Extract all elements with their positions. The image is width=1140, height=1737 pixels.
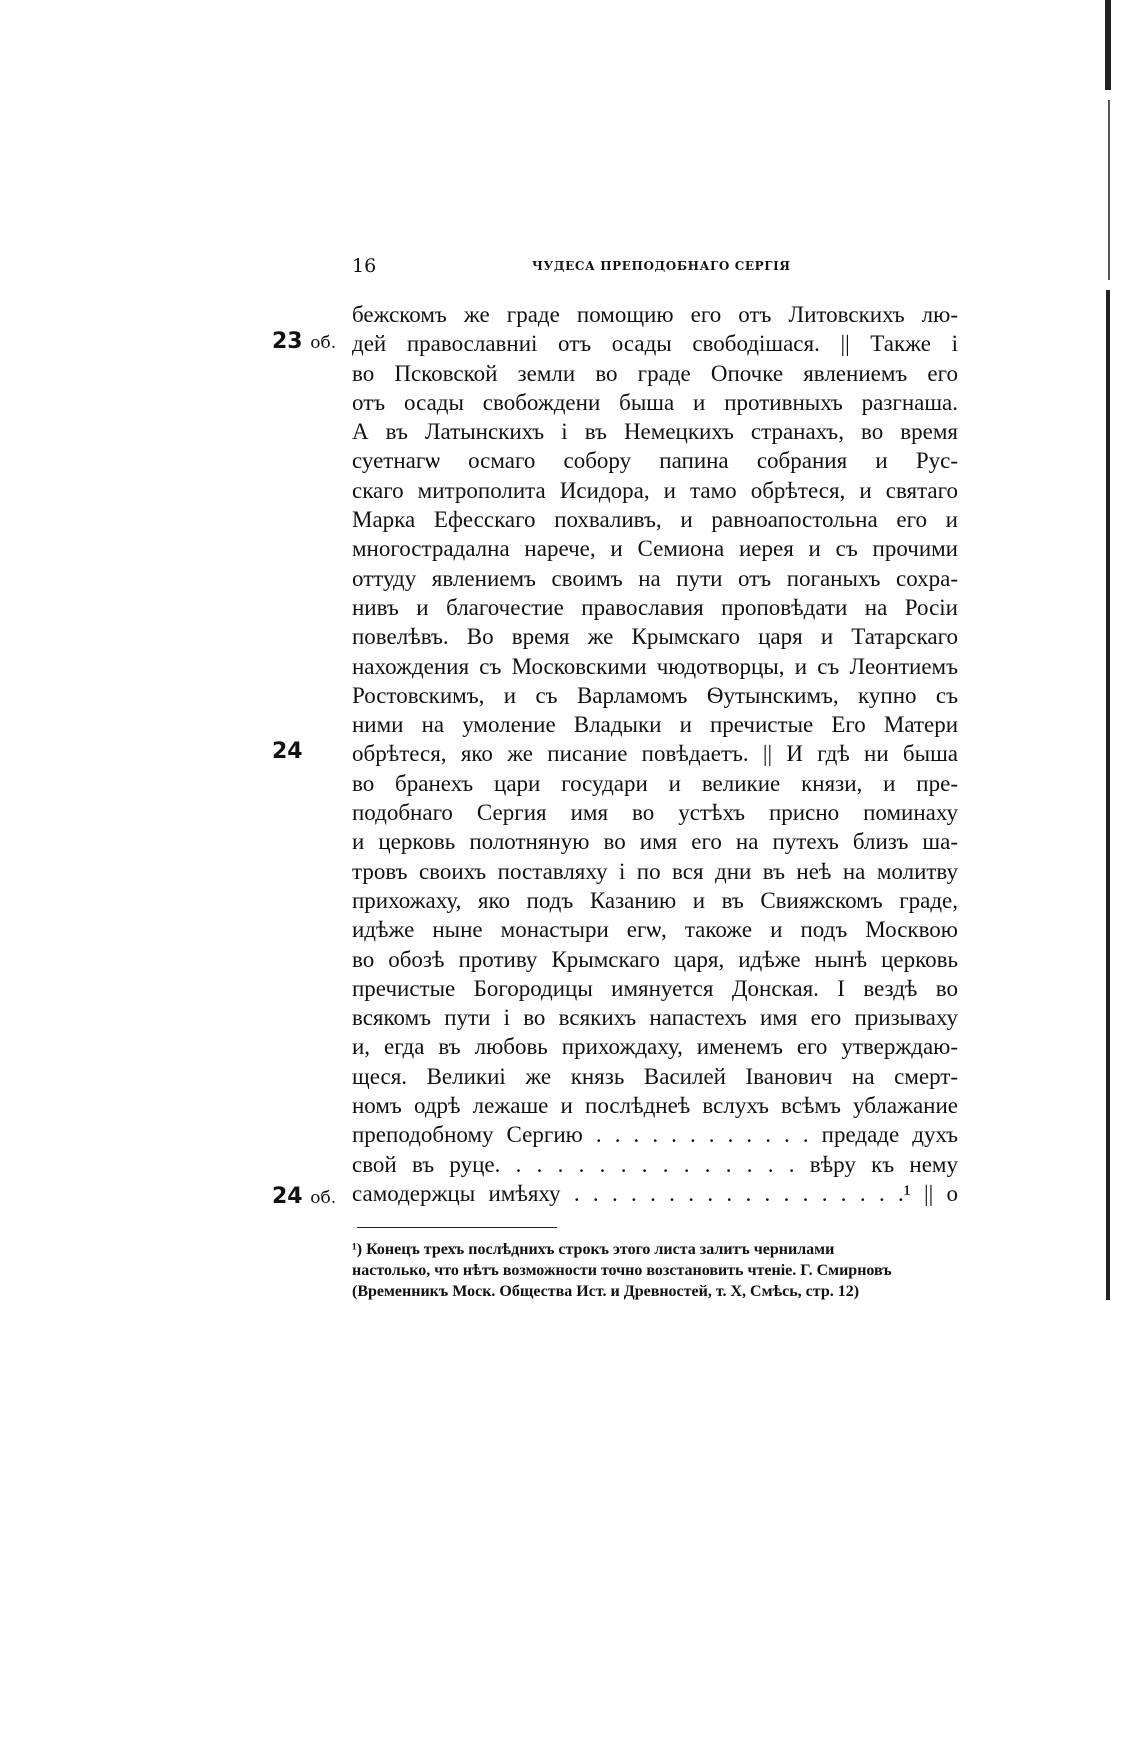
text-line: преподобному Сергию . . . . . . . . . . . . предаде духъ bbox=[352, 1122, 958, 1148]
text-line: отъ осады свобождени быша и противныхъ разгнаша. bbox=[352, 389, 958, 415]
margin-note-number: 23 bbox=[272, 329, 303, 354]
footnote-divider bbox=[357, 1227, 557, 1228]
margin-note-24 bbox=[272, 740, 303, 765]
margin-note-23-verso bbox=[272, 330, 336, 355]
text-line: пречистые Богородицы имянуется Донская. І вездѣ во bbox=[352, 975, 958, 1001]
text-line: и церковь полотняную во имя его на путехъ близъ ша- bbox=[352, 829, 958, 855]
text-line: всякомъ пути і во всякихъ напастехъ имя его призываху bbox=[352, 1005, 958, 1031]
page-header bbox=[352, 254, 974, 278]
text-line: во бранехъ цари государи и великие князи, и пре- bbox=[352, 770, 958, 796]
margin-note-suffix: об. bbox=[310, 1188, 337, 1208]
text-line: бежскомъ же граде помощию его отъ Литовскихъ лю- bbox=[352, 302, 958, 327]
scan-edge-bar bbox=[1105, 0, 1111, 90]
scan-edge-artifact bbox=[1105, 0, 1140, 1737]
margin-note-suffix: об. bbox=[310, 333, 337, 353]
text-line: прихожаху, яко подъ Казанию и въ Свияжскомъ граде, bbox=[352, 887, 958, 913]
text-line: суетнагѡ осмаго собору папина собрания и Рус- bbox=[352, 448, 958, 474]
scan-edge-line bbox=[1108, 100, 1110, 280]
text-line: щеся. Великиі же князь Василей Іванович на смерт- bbox=[352, 1063, 958, 1089]
text-line: самодержцы имѣяху . . . . . . . . . . . . . . . . . .¹ || о bbox=[352, 1180, 958, 1206]
footnote bbox=[352, 1239, 962, 1302]
page-number: 16 bbox=[352, 255, 377, 277]
text-line: идѣже ныне монастыри егѡ, такоже и подъ Москвою bbox=[352, 917, 958, 943]
text-line: нахождения съ Московскими чюдотворцы, и съ Леонтиемъ bbox=[352, 653, 958, 679]
text-line: Марка Ефесскаго похваливъ, и равноапостольна его и bbox=[352, 507, 958, 533]
text-line: оттуду явлениемъ своимъ на пути отъ поганыхъ сохра- bbox=[352, 565, 958, 591]
text-line: и, егда въ любовь прихождаху, именемъ его утверждаю- bbox=[352, 1034, 958, 1060]
text-line: многострадална нарече, и Семиона иерея и съ прочими bbox=[352, 536, 958, 562]
margin-note-number: 24 bbox=[272, 1184, 303, 1209]
margin-note-number: 24 bbox=[272, 739, 303, 764]
text-line: дей православниі отъ осады свободішася. || Также і bbox=[352, 331, 958, 357]
text-line: ними на умоление Владыки и пречистые Его Матери bbox=[352, 712, 958, 738]
text-line: А въ Латынскихъ і въ Немецкихъ странахъ, во время bbox=[352, 419, 958, 445]
text-line: нивъ и благочестие православия проповѣдати на Росіи bbox=[352, 594, 958, 620]
text-line: во Псковской земли во граде Опочке явлениемъ его bbox=[352, 360, 958, 386]
text-line: обрѣтеся, яко же писание повѣдаетъ. || И гдѣ ни быша bbox=[352, 741, 958, 767]
text-line: повелѣвъ. Во время же Крымскаго царя и Татарскаго bbox=[352, 624, 958, 650]
body-text bbox=[352, 300, 958, 1208]
text-line: во обозѣ противу Крымскаго царя, идѣже нынѣ церковь bbox=[352, 946, 958, 972]
margin-note-24-verso bbox=[272, 1185, 336, 1210]
running-title: ЧУДЕСА ПРЕПОДОБНАГО СЕРГІЯ bbox=[532, 259, 791, 273]
text-line: номъ одрѣ лежаше и послѣднеѣ вслухъ всѣмъ ублажание bbox=[352, 1093, 958, 1119]
text-line: Ростовскимъ, и съ Варламомъ Ѳутынскимъ, купно съ bbox=[352, 682, 958, 708]
footnote-line: настолько, что нѣтъ возможности точно возстановить чтеніе. Г. Смирновъ bbox=[352, 1262, 892, 1279]
text-line: подобнаго Сергия имя во устѣхъ присно поминаху bbox=[352, 800, 958, 826]
footnote-line: (Временникъ Моск. Общества Ист. и Древностей, т. X, Смѣсь, стр. 12) bbox=[352, 1283, 860, 1300]
text-line: тровъ своихъ поставляху і по вся дни въ неѣ на молитву bbox=[352, 858, 958, 884]
scan-edge-bar bbox=[1106, 290, 1110, 1300]
footnote-line: ¹) Конецъ трехъ послѣднихъ строкъ этого листа залитъ чернилами bbox=[352, 1241, 835, 1258]
text-line: скаго митрополита Исидора, и тамо обрѣтеся, и святаго bbox=[352, 477, 958, 503]
text-line: свой въ руце. . . . . . . . . . . . . . . вѣру къ нему bbox=[352, 1151, 958, 1177]
